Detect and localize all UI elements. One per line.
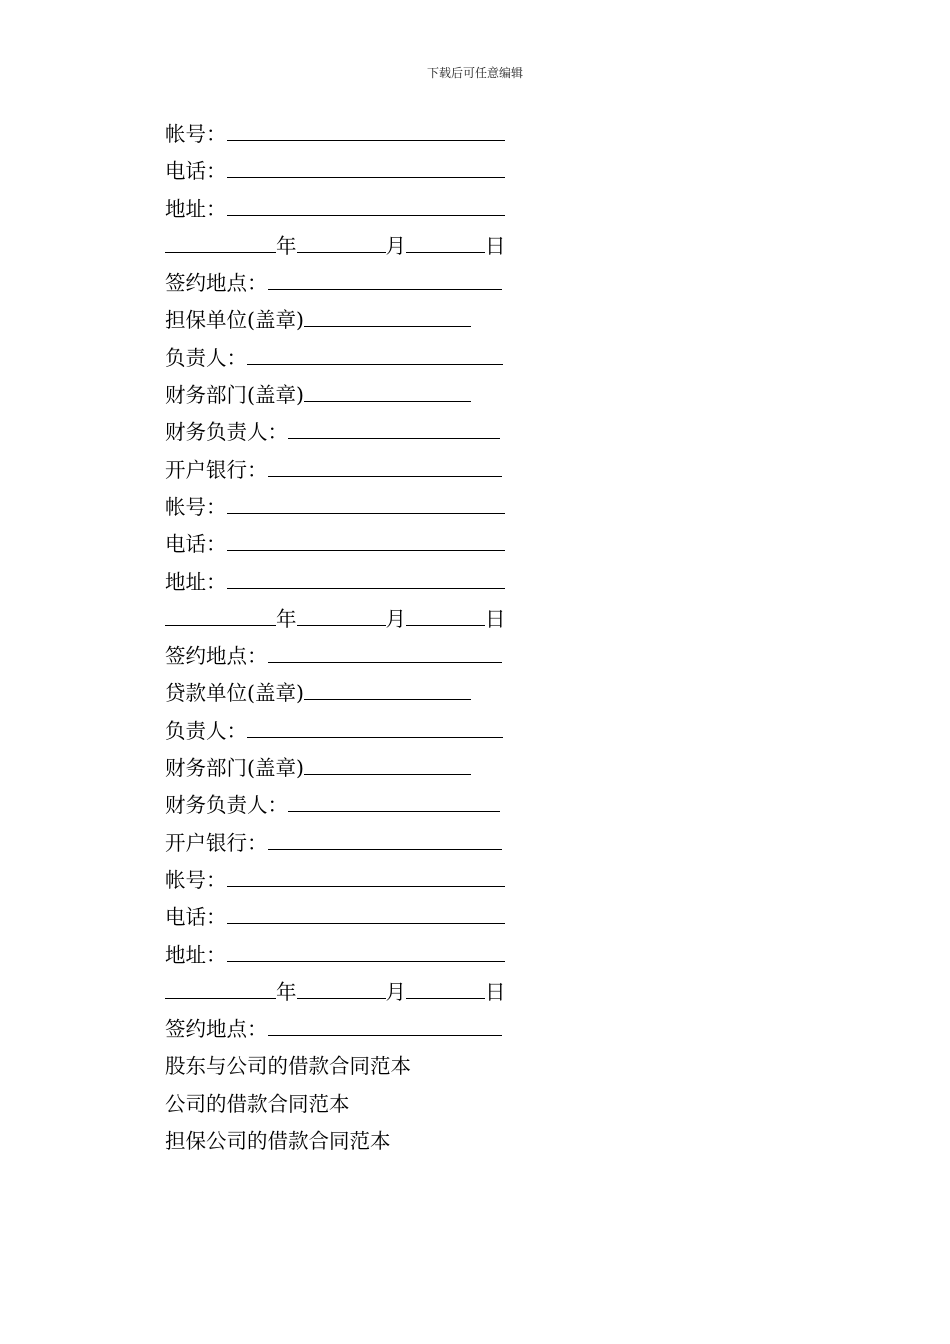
field-label: 地址： <box>165 942 227 967</box>
signing-place-field <box>165 1011 585 1048</box>
finance-dept-field <box>165 377 585 414</box>
person-in-charge-field <box>165 713 585 750</box>
lender-unit-blank <box>304 677 471 700</box>
address-field <box>165 564 585 601</box>
phone-field <box>165 899 585 936</box>
finance-head-blank <box>288 789 500 812</box>
finance-dept-blank <box>304 379 471 402</box>
month-label: 月 <box>385 979 406 1004</box>
bank-field <box>165 452 585 489</box>
finance-dept-field <box>165 750 585 787</box>
phone-blank <box>227 901 505 924</box>
field-label: 担保单位(盖章) <box>165 308 304 333</box>
account-blank <box>227 491 505 514</box>
account-field <box>165 862 585 899</box>
page-header: 下载后可任意编辑 <box>426 66 523 80</box>
bank-blank <box>268 454 502 477</box>
finance-head-field <box>165 414 585 451</box>
field-label: 开户银行： <box>165 830 268 855</box>
year-label: 年 <box>276 233 297 258</box>
year-label: 年 <box>276 979 297 1004</box>
address-blank <box>227 193 505 216</box>
related-link-text[interactable]: 担保公司的借款合同范本 <box>165 1129 391 1154</box>
field-label: 开户银行： <box>165 457 268 482</box>
guarantor-unit-blank <box>304 304 471 327</box>
field-label: 电话： <box>165 905 227 930</box>
month-blank <box>297 603 386 626</box>
address-blank <box>227 939 505 962</box>
address-field <box>165 191 585 228</box>
day-blank <box>406 603 485 626</box>
month-label: 月 <box>385 233 406 258</box>
finance-dept-blank <box>304 752 471 775</box>
related-link[interactable] <box>165 1086 585 1123</box>
related-link[interactable] <box>165 1048 585 1085</box>
date-line <box>165 974 585 1011</box>
address-blank <box>227 566 505 589</box>
field-label: 签约地点： <box>165 1017 268 1042</box>
field-label: 地址： <box>165 569 227 594</box>
related-link[interactable] <box>165 1123 585 1160</box>
field-label: 地址： <box>165 196 227 221</box>
account-field <box>165 116 585 153</box>
day-blank <box>406 230 485 253</box>
phone-blank <box>227 155 505 178</box>
document-body <box>165 116 585 1160</box>
field-label: 帐号： <box>165 867 227 892</box>
field-label: 负责人： <box>165 718 247 743</box>
field-label: 电话： <box>165 532 227 557</box>
bank-blank <box>268 827 502 850</box>
field-label: 签约地点： <box>165 644 268 669</box>
guarantor-unit-field <box>165 302 585 339</box>
field-label: 财务部门(盖章) <box>165 383 304 408</box>
day-label: 日 <box>485 233 506 258</box>
phone-field <box>165 526 585 563</box>
day-label: 日 <box>485 606 506 631</box>
day-label: 日 <box>485 979 506 1004</box>
day-blank <box>406 976 485 999</box>
person-in-charge-blank <box>247 715 503 738</box>
year-label: 年 <box>276 606 297 631</box>
signing-place-blank <box>268 1013 502 1036</box>
address-field <box>165 937 585 974</box>
field-label: 财务负责人： <box>165 420 288 445</box>
field-label: 财务部门(盖章) <box>165 756 304 781</box>
account-field <box>165 489 585 526</box>
signing-place-blank <box>268 267 502 290</box>
account-blank <box>227 864 505 887</box>
signing-place-field <box>165 265 585 302</box>
month-blank <box>297 976 386 999</box>
person-in-charge-blank <box>247 342 503 365</box>
signing-place-field <box>165 638 585 675</box>
field-label: 负责人： <box>165 345 247 370</box>
year-blank <box>165 603 276 626</box>
year-blank <box>165 976 276 999</box>
month-label: 月 <box>385 606 406 631</box>
year-blank <box>165 230 276 253</box>
date-line <box>165 601 585 638</box>
related-link-text[interactable]: 股东与公司的借款合同范本 <box>165 1054 411 1079</box>
month-blank <box>297 230 386 253</box>
phone-blank <box>227 528 505 551</box>
date-line <box>165 228 585 265</box>
field-label: 贷款单位(盖章) <box>165 681 304 706</box>
field-label: 帐号： <box>165 122 227 146</box>
field-label: 帐号： <box>165 494 227 519</box>
field-label: 财务负责人： <box>165 793 288 818</box>
field-label: 电话： <box>165 159 227 184</box>
finance-head-blank <box>288 416 500 439</box>
signing-place-blank <box>268 640 502 663</box>
field-label: 签约地点： <box>165 271 268 296</box>
bank-field <box>165 825 585 862</box>
phone-field <box>165 153 585 190</box>
person-in-charge-field <box>165 340 585 377</box>
account-blank <box>227 118 505 141</box>
finance-head-field <box>165 787 585 824</box>
lender-unit-field <box>165 675 585 712</box>
related-link-text[interactable]: 公司的借款合同范本 <box>165 1091 350 1116</box>
